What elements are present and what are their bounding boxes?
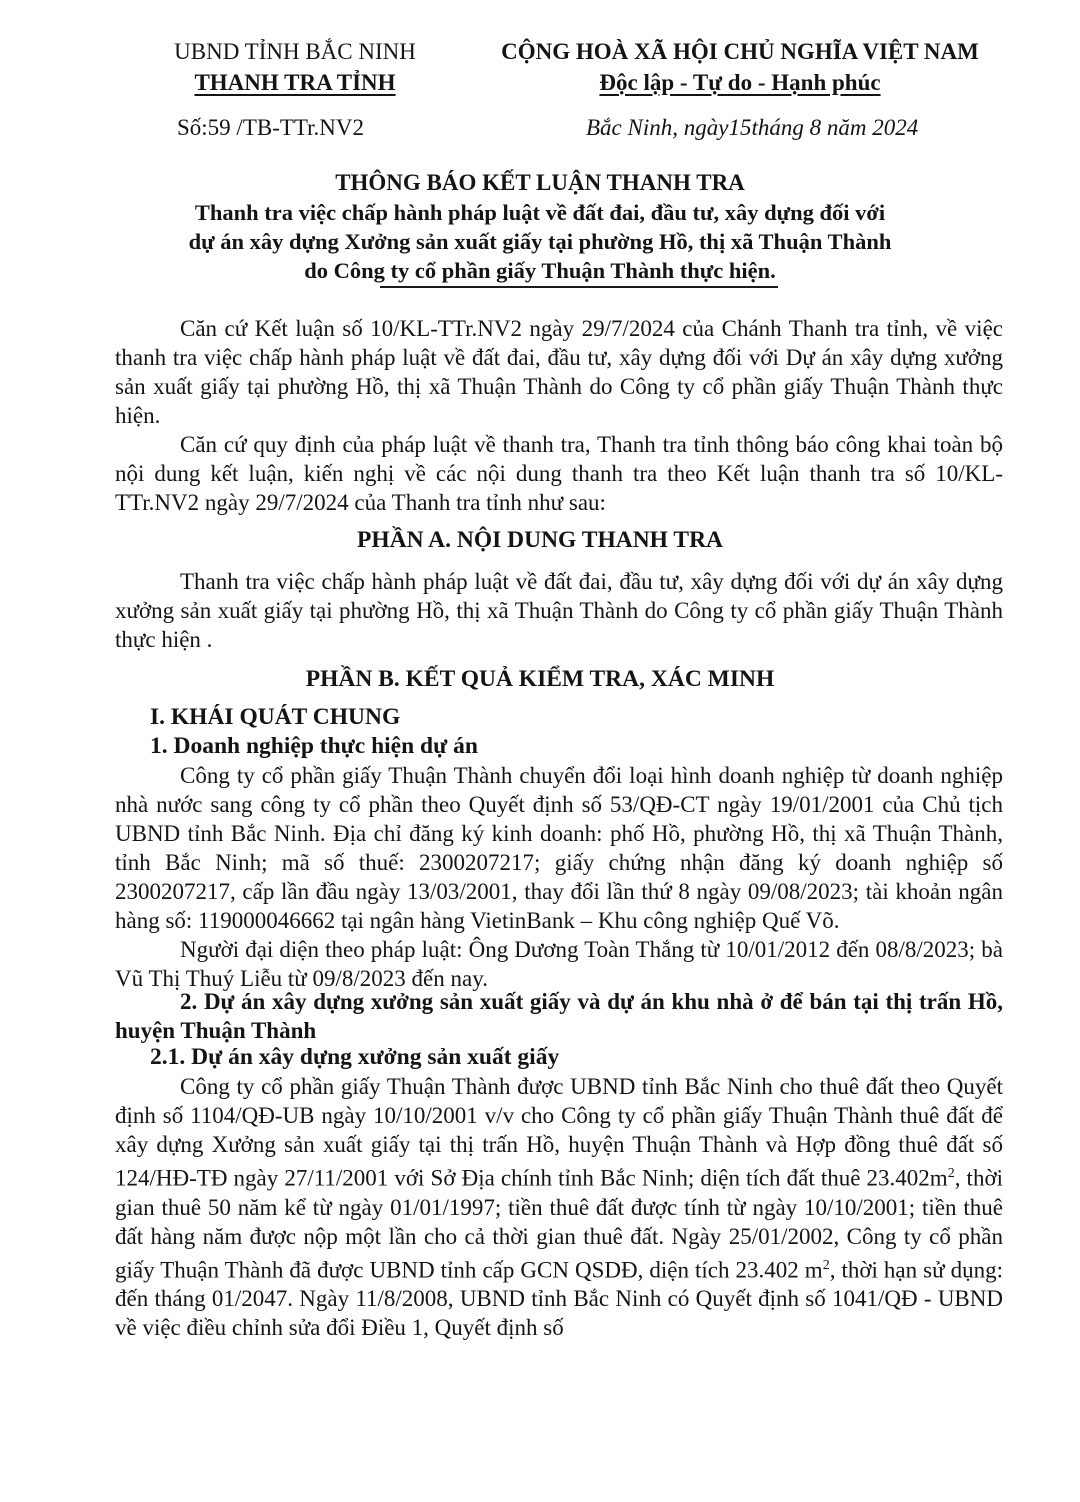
intro-paragraph-1: Căn cứ Kết luận số 10/KL-TTr.NV2 ngày 29/7/2024 của Chánh Thanh tra tỉnh, về việc thanh tra việc chấp hành pháp luật về đất đai, đầu tư, xây dựng đối với Dự án xây dựng xưởng sản xuất giấy tại phường Hồ, thị xã Thuận Thành do Công ty cổ phần giấy Thuận Thành thực hiện. <box>115 316 1003 428</box>
subsection-heading-2-1: 2.1. Dự án xây dựng xưởng sản xuất giấy <box>150 1044 560 1070</box>
intro-paragraph-2: Căn cứ quy định của pháp luật về thanh tra, Thanh tra tỉnh thông báo công khai toàn bộ nội dung kết luận, kiến nghị về các nội dung thanh tra theo Kết luận thanh tra số 10/KL-TTr.NV2 ngày 29/7/2024 của Thanh tra tỉnh như sau: <box>115 432 1003 515</box>
title-main: THÔNG BÁO KẾT LUẬN THANH TRA <box>335 170 745 195</box>
issuing-agency <box>150 36 440 98</box>
title-sub-1: Thanh tra việc chấp hành pháp luật về đất đai, đầu tư, xây dựng đối với <box>194 200 886 225</box>
part-b-heading: PHẦN B. KẾT QUẢ KIỂM TRA, XÁC MINH <box>305 666 775 692</box>
para-text-a: Công ty cổ phần giấy Thuận Thành được UBND tỉnh Bắc Ninh cho thuê đất theo Quyết định số 1104/QĐ-UB ngày 10/10/2001 v/v cho Công ty cổ phần giấy Thuận Thành thuê đất để xây dựng Xưởng sản xuất giấy tại thị trấn Hồ, huyện Thuận Thành và Hợp đồng thuê đất số 124/HĐ-TĐ ngày 27/11/2001 với Sở Địa chính tỉnh Bắc Ninh; diện tích đất thuê 23.402m <box>115 1074 1003 1191</box>
part-a-heading: PHẦN A. NỘI DUNG THANH TRA <box>356 527 724 553</box>
document-title <box>100 168 980 285</box>
country-name: CỘNG HOÀ XÃ HỘI CHỦ NGHĨA VIỆT NAM <box>501 39 979 64</box>
superscript-2-b: 2 <box>822 1257 830 1273</box>
agency-parent: UBND TỈNH BẮC NINH <box>174 39 416 64</box>
document-date: Bắc Ninh, ngày15tháng 8 năm 2024 <box>586 115 919 140</box>
national-motto <box>470 36 1010 98</box>
subsection-2-1-content <box>115 1072 1003 1342</box>
section-heading-1: I. KHÁI QUÁT CHUNG <box>150 704 401 730</box>
subsection-heading-2-wrap <box>115 987 1003 1045</box>
subsection-2-1-paragraph <box>115 1072 1003 1342</box>
subsection-1-content <box>115 761 1003 993</box>
subsection-1-paragraph-2: Người đại diện theo pháp luật: Ông Dương Toàn Thắng từ 10/01/2012 đến 08/8/2023; bà Vũ Thị Thuý Liễu từ 09/8/2023 đến nay. <box>115 937 1003 991</box>
subsection-heading-1: 1. Doanh nghiệp thực hiện dự án <box>150 733 478 759</box>
document-number: Số:59 /TB-TTr.NV2 <box>177 115 365 140</box>
agency-name: THANH TRA TỈNH <box>194 70 396 95</box>
title-divider <box>380 286 778 288</box>
title-sub-2: dự án xây dựng Xưởng sản xuất giấy tại phường Hồ, thị xã Thuận Thành <box>188 229 892 254</box>
title-sub-3: do Công ty cổ phần giấy Thuận Thành thực hiện. <box>304 258 776 283</box>
subsection-heading-2: 2. Dự án xây dựng xưởng sản xuất giấy và dự án khu nhà ở để bán tại thị trấn Hồ, huyện Thuận Thành <box>115 989 1003 1043</box>
para-text-b: , thời gian thuê 50 năm kể từ ngày 01/01/1997; tiền thuê đất được tính từ ngày 10/10/2001; tiền thuê đất hàng năm được nộp một lần cho cả thời gian thuê đất. Ngày 25/01/2002, Công ty cổ phần giấy Thuận Thành đã được UBND tỉnh cấp GCN QSDĐ, diện tích 23.402 m <box>115 1165 1004 1283</box>
part-a-paragraph: Thanh tra việc chấp hành pháp luật về đất đai, đầu tư, xây dựng đối với dự án xây dựng xưởng sản xuất giấy tại phường Hồ, thị xã Thuận Thành do Công ty cổ phần giấy Thuận Thành thực hiện . <box>115 569 1003 652</box>
motto: Độc lập - Tự do - Hạnh phúc <box>599 70 881 95</box>
intro-section <box>115 314 1003 517</box>
para-text-c: , thời hạn sử dụng: đến tháng 01/2047. Ngày 11/8/2008, UBND tỉnh Bắc Ninh có Quyết định số 1041/QĐ - UBND về việc điều chỉnh sửa đổi Điều 1, Quyết định số <box>115 1257 1003 1341</box>
part-a-content <box>115 567 1003 654</box>
subsection-1-paragraph-1: Công ty cổ phần giấy Thuận Thành chuyển đổi loại hình doanh nghiệp từ doanh nghiệp nhà nước sang công ty cổ phần theo Quyết định số 53/QĐ-CT ngày 19/01/2001 của Chủ tịch UBND tỉnh Bắc Ninh. Địa chỉ đăng ký kinh doanh: phố Hồ, phường Hồ, thị xã Thuận Thành, tỉnh Bắc Ninh; mã số thuế: 2300207217; giấy chứng nhận đăng ký doanh nghiệp số 2300207217, cấp lần đầu ngày 13/03/2001, thay đổi lần thứ 8 ngày 09/08/2023; tài khoản ngân hàng số: 119000046662 tại ngân hàng VietinBank – Khu công nghiệp Quế Võ. <box>115 763 1003 933</box>
superscript-2: 2 <box>947 1166 955 1181</box>
